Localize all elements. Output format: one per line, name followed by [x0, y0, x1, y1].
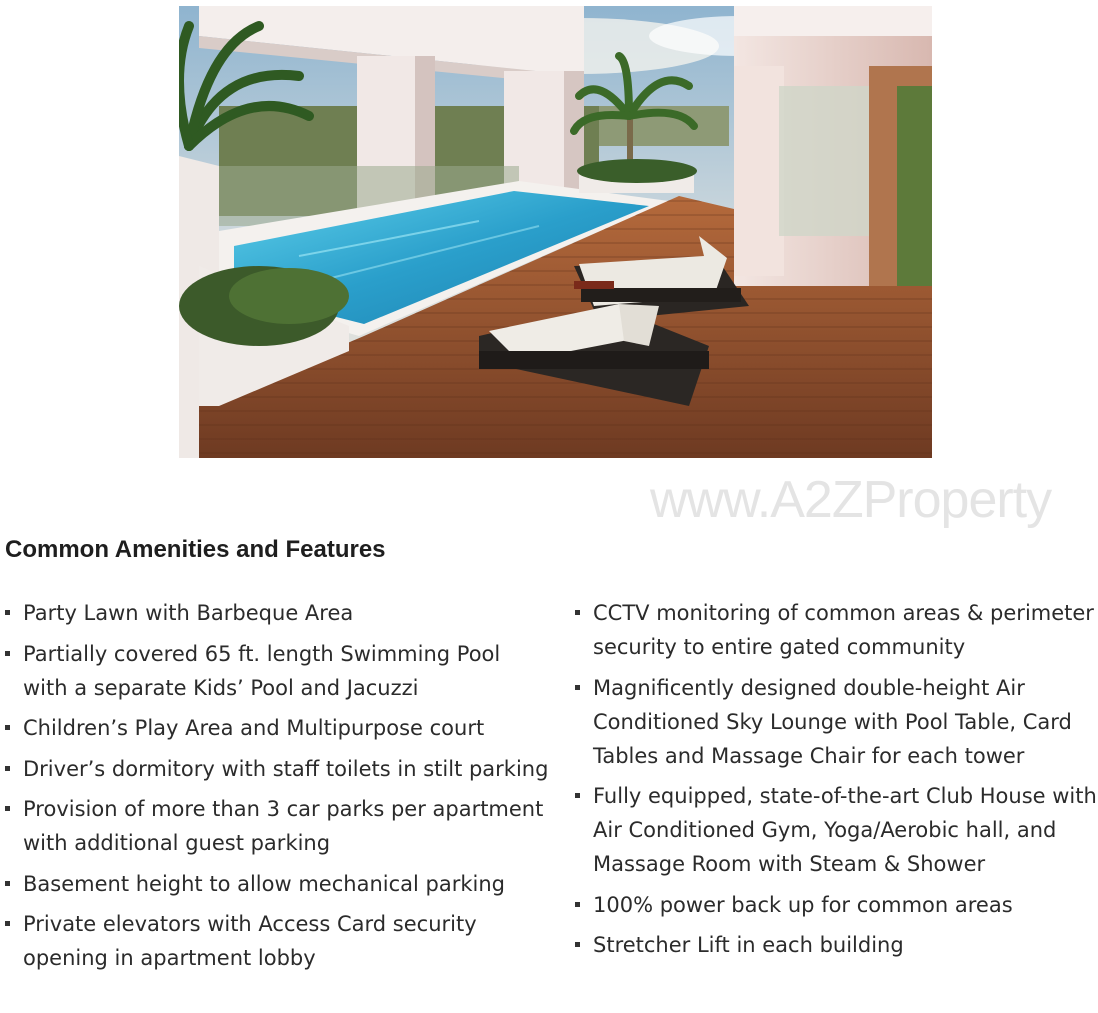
bullet-icon: [575, 942, 580, 947]
bullet-icon: [5, 921, 10, 926]
list-item: [575, 596, 1098, 664]
list-item-text: CCTV monitoring of common areas & perimeter security to entire gated community: [593, 601, 1094, 659]
list-item: [5, 907, 550, 975]
list-item-text: Provision of more than 3 car parks per apartment with additional guest parking: [23, 797, 544, 855]
list-item-text: Party Lawn with Barbeque Area: [23, 601, 354, 625]
list-item-text: Stretcher Lift in each building: [593, 933, 904, 957]
bullet-icon: [575, 685, 580, 690]
section-title: Common Amenities and Features: [5, 536, 386, 563]
list-item: [5, 637, 550, 705]
list-item: [575, 928, 1098, 962]
list-item: [5, 596, 550, 630]
list-item-text: Partially covered 65 ft. length Swimming Pool with a separate Kids’ Pool and Jacuzzi: [23, 641, 501, 700]
list-item-text: Basement height to allow mechanical parking: [23, 871, 505, 896]
list-item: [5, 792, 550, 860]
list-item-text: Children’s Play Area and Multipurpose court: [23, 716, 485, 740]
list-item-text: 100% power back up for common areas: [593, 892, 1013, 917]
list-item-text: Fully equipped, state-of-the-art Club House with Air Conditioned Gym, Yoga/Aerobic hall, and Massage Room with Steam & Shower: [593, 784, 1097, 876]
bullet-icon: [575, 902, 580, 907]
list-item: [5, 867, 550, 901]
amenities-right-list: [575, 596, 1098, 969]
watermark-text: www.A2ZProperty: [650, 471, 1052, 529]
list-item: [5, 752, 550, 786]
bullet-icon: [575, 610, 580, 615]
amenities-left-list: [5, 596, 550, 982]
list-item-text: Driver’s dormitory with staff toilets in stilt parking: [23, 756, 549, 781]
bullet-icon: [5, 725, 10, 730]
list-item: [575, 888, 1098, 922]
list-item: [5, 711, 550, 745]
bullet-icon: [5, 610, 10, 615]
list-item-text: Private elevators with Access Card security opening in apartment lobby: [23, 912, 477, 970]
bullet-icon: [5, 806, 10, 811]
bullet-icon: [5, 651, 10, 656]
list-item: [575, 779, 1098, 881]
bullet-icon: [5, 881, 10, 886]
list-item-text: Magnificently designed double-height Air Conditioned Sky Lounge with Pool Table, Card Tables and Massage Chair for each tower: [593, 675, 1072, 768]
hero-image: [179, 6, 932, 458]
bullet-icon: [5, 766, 10, 771]
bullet-icon: [575, 793, 580, 798]
list-item: [575, 671, 1098, 773]
